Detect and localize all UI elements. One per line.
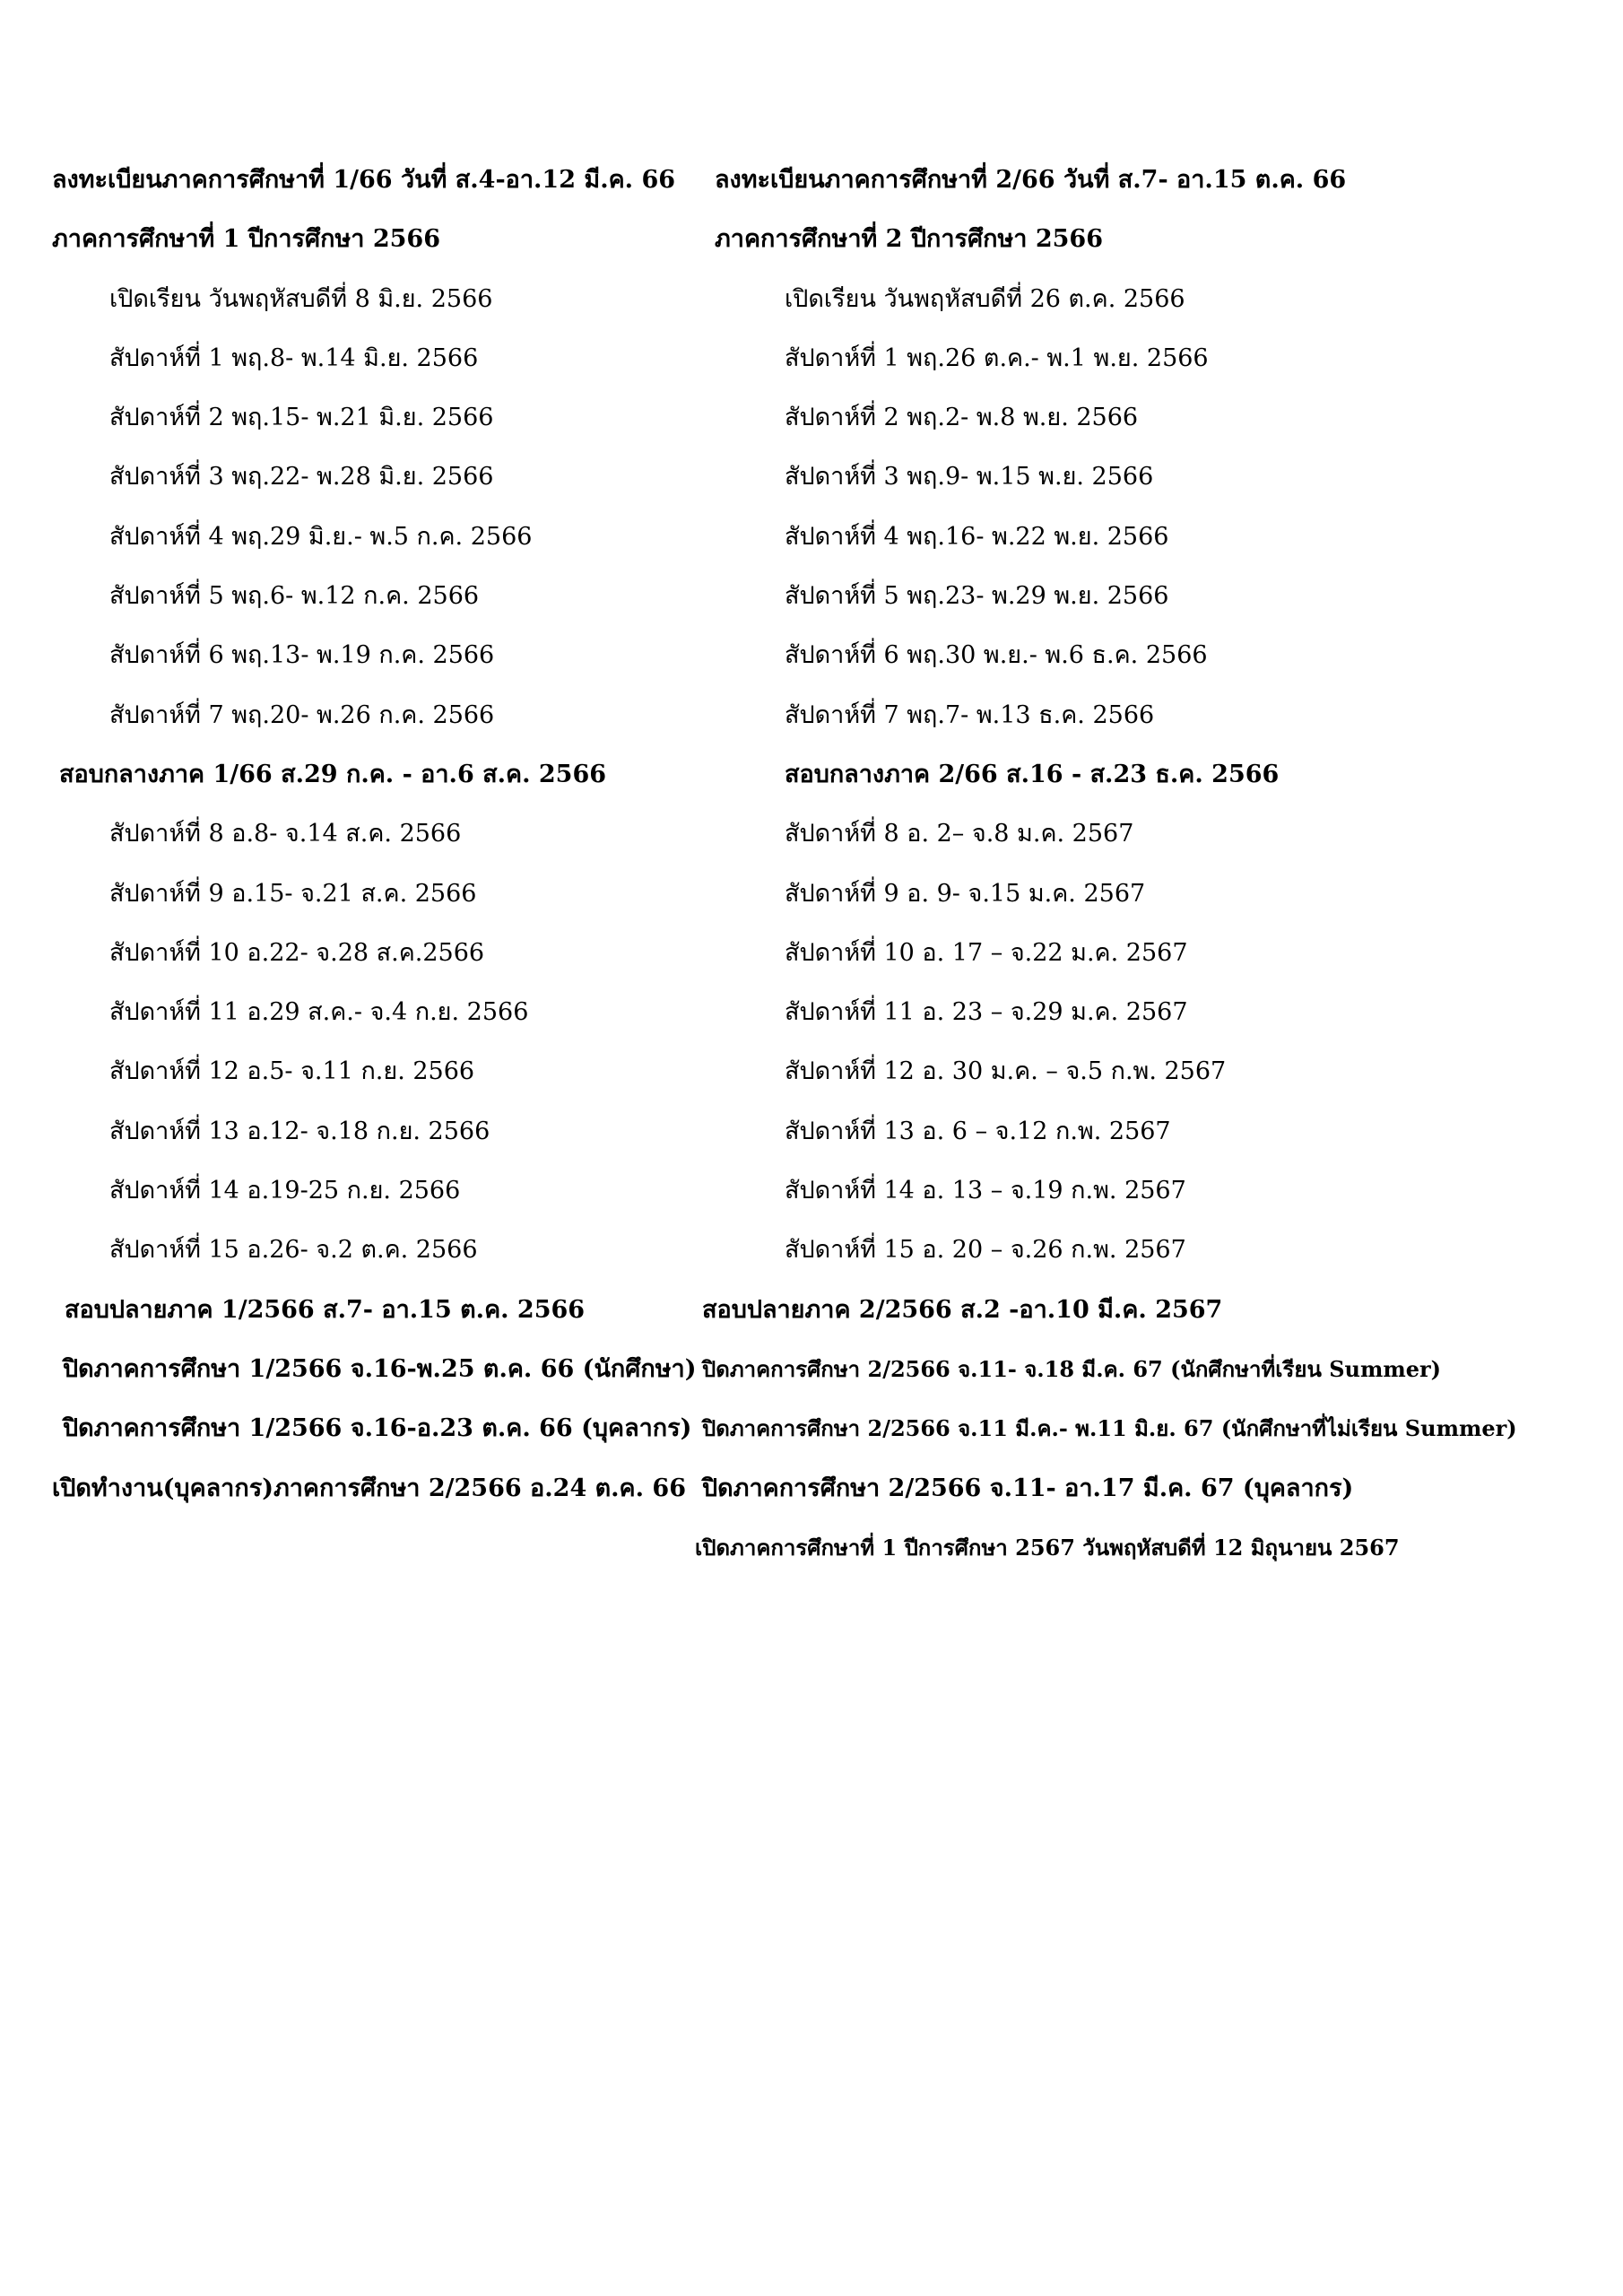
- term-1-week-13: สัปดาห์ที่ 13 อ.12- จ.18 ก.ย. 2566: [109, 1117, 490, 1145]
- term-1-week-7: สัปดาห์ที่ 7 พฤ.20- พ.26 ก.ค. 2566: [109, 700, 495, 729]
- term-1-week-11: สัปดาห์ที่ 11 อ.29 ส.ค.- จ.4 ก.ย. 2566: [109, 998, 529, 1027]
- term-1-week-3: สัปดาห์ที่ 3 พฤ.22- พ.28 มิ.ย. 2566: [109, 463, 494, 491]
- term-1-week-15: สัปดาห์ที่ 15 อ.26- จ.2 ต.ค. 2566: [109, 1236, 478, 1265]
- term-1-close-staff: ปิดภาคการศึกษา 1/2566 จ.16-อ.23 ต.ค. 66 (บุคลากร): [63, 1414, 692, 1443]
- term-1-midterm: สอบกลางภาค 1/66 ส.29 ก.ค. - อา.6 ส.ค. 2566: [59, 760, 607, 788]
- term-2-week-6: สัปดาห์ที่ 6 พฤ.30 พ.ย.- พ.6 ธ.ค. 2566: [785, 641, 1208, 670]
- term-2-week-12: สัปดาห์ที่ 12 อ. 30 ม.ค. – จ.5 ก.พ. 2567: [785, 1057, 1227, 1086]
- term-2-week-11: สัปดาห์ที่ 11 อ. 23 – จ.29 ม.ค. 2567: [785, 998, 1188, 1027]
- term-2-close-summer: ปิดภาคการศึกษา 2/2566 จ.11- จ.18 มี.ค. 67 (นักศึกษาที่เรียน Summer): [702, 1355, 1442, 1382]
- term-2-week-9: สัปดาห์ที่ 9 อ. 9- จ.15 ม.ค. 2567: [785, 879, 1146, 908]
- term-1-title: ภาคการศึกษาที่ 1 ปีการศึกษา 2566: [52, 225, 441, 254]
- term-2-week-7: สัปดาห์ที่ 7 พฤ.7- พ.13 ธ.ค. 2566: [785, 700, 1155, 729]
- term-2-week-15: สัปดาห์ที่ 15 อ. 20 – จ.26 ก.พ. 2567: [785, 1236, 1186, 1265]
- term-2-week-13: สัปดาห์ที่ 13 อ. 6 – จ.12 ก.พ. 2567: [785, 1117, 1171, 1145]
- term-1-week-10: สัปดาห์ที่ 10 อ.22- จ.28 ส.ค.2566: [109, 938, 485, 967]
- term-2-final-exam: สอบปลายภาค 2/2566 ส.2 -อา.10 มี.ค. 2567: [702, 1295, 1223, 1324]
- next-term-open: เปิดภาคการศึกษาที่ 1 ปีการศึกษา 2567 วันพฤหัสบดีที่ 12 มิถุนายน 2567: [695, 1534, 1400, 1561]
- term-2-week-1: สัปดาห์ที่ 1 พฤ.26 ต.ค.- พ.1 พ.ย. 2566: [785, 344, 1209, 372]
- term-1-week-14: สัปดาห์ที่ 14 อ.19-25 ก.ย. 2566: [109, 1177, 461, 1205]
- term-1-week-12: สัปดาห์ที่ 12 อ.5- จ.11 ก.ย. 2566: [109, 1057, 475, 1086]
- term-1-week-8: สัปดาห์ที่ 8 อ.8- จ.14 ส.ค. 2566: [109, 820, 462, 848]
- term-1-week-5: สัปดาห์ที่ 5 พฤ.6- พ.12 ก.ค. 2566: [109, 582, 480, 611]
- term-2-close-no-summer: ปิดภาคการศึกษา 2/2566 จ.11 มี.ค.- พ.11 มิ.ย. 67 (นักศึกษาที่ไม่เรียน Summer): [702, 1415, 1517, 1442]
- term-1-week-6: สัปดาห์ที่ 6 พฤ.13- พ.19 ก.ค. 2566: [109, 641, 495, 670]
- term-1-week-2: สัปดาห์ที่ 2 พฤ.15- พ.21 มิ.ย. 2566: [109, 404, 494, 432]
- term-2-close-staff: ปิดภาคการศึกษา 2/2566 จ.11- อา.17 มี.ค. 67 (บุคลากร): [702, 1474, 1354, 1502]
- term-2-open-date: เปิดเรียน วันพฤหัสบดีที่ 26 ต.ค. 2566: [785, 284, 1185, 313]
- term-1-open-date: เปิดเรียน วันพฤหัสบดีที่ 8 มิ.ย. 2566: [109, 284, 493, 313]
- term-2-column: [695, 160, 1592, 1587]
- term-1-week-1: สัปดาห์ที่ 1 พฤ.8- พ.14 มิ.ย. 2566: [109, 344, 479, 372]
- term-2-week-8: สัปดาห์ที่ 8 อ. 2– จ.8 ม.ค. 2567: [785, 820, 1134, 848]
- term-1-registration: ลงทะเบียนภาคการศึกษาที่ 1/66 วันที่ ส.4-อา.12 มี.ค. 66: [52, 166, 676, 194]
- term-2-week-14: สัปดาห์ที่ 14 อ. 13 – จ.19 ก.พ. 2567: [785, 1177, 1186, 1205]
- term-1-final-exam: สอบปลายภาค 1/2566 ส.7- อา.15 ต.ค. 2566: [65, 1295, 586, 1324]
- term-2-title: ภาคการศึกษาที่ 2 ปีการศึกษา 2566: [715, 225, 1104, 254]
- term-1-close-students: ปิดภาคการศึกษา 1/2566 จ.16-พ.25 ต.ค. 66 (นักศึกษา): [63, 1354, 697, 1383]
- term-1-column: [52, 160, 697, 1527]
- term-2-week-4: สัปดาห์ที่ 4 พฤ.16- พ.22 พ.ย. 2566: [785, 522, 1169, 551]
- term-1-week-9: สัปดาห์ที่ 9 อ.15- จ.21 ส.ค. 2566: [109, 879, 477, 908]
- term-2-week-3: สัปดาห์ที่ 3 พฤ.9- พ.15 พ.ย. 2566: [785, 463, 1154, 491]
- term-2-week-2: สัปดาห์ที่ 2 พฤ.2- พ.8 พ.ย. 2566: [785, 404, 1139, 432]
- term-2-registration: ลงทะเบียนภาคการศึกษาที่ 2/66 วันที่ ส.7- อา.15 ต.ค. 66: [715, 166, 1347, 194]
- term-1-week-4: สัปดาห์ที่ 4 พฤ.29 มิ.ย.- พ.5 ก.ค. 2566: [109, 522, 533, 551]
- term-2-midterm: สอบกลางภาค 2/66 ส.16 - ส.23 ธ.ค. 2566: [785, 760, 1280, 788]
- term-2-staff-open: เปิดทำงาน(บุคลากร)ภาคการศึกษา 2/2566 อ.24 ต.ค. 66: [52, 1474, 686, 1502]
- term-2-week-5: สัปดาห์ที่ 5 พฤ.23- พ.29 พ.ย. 2566: [785, 582, 1169, 611]
- term-2-week-10: สัปดาห์ที่ 10 อ. 17 – จ.22 ม.ค. 2567: [785, 938, 1188, 967]
